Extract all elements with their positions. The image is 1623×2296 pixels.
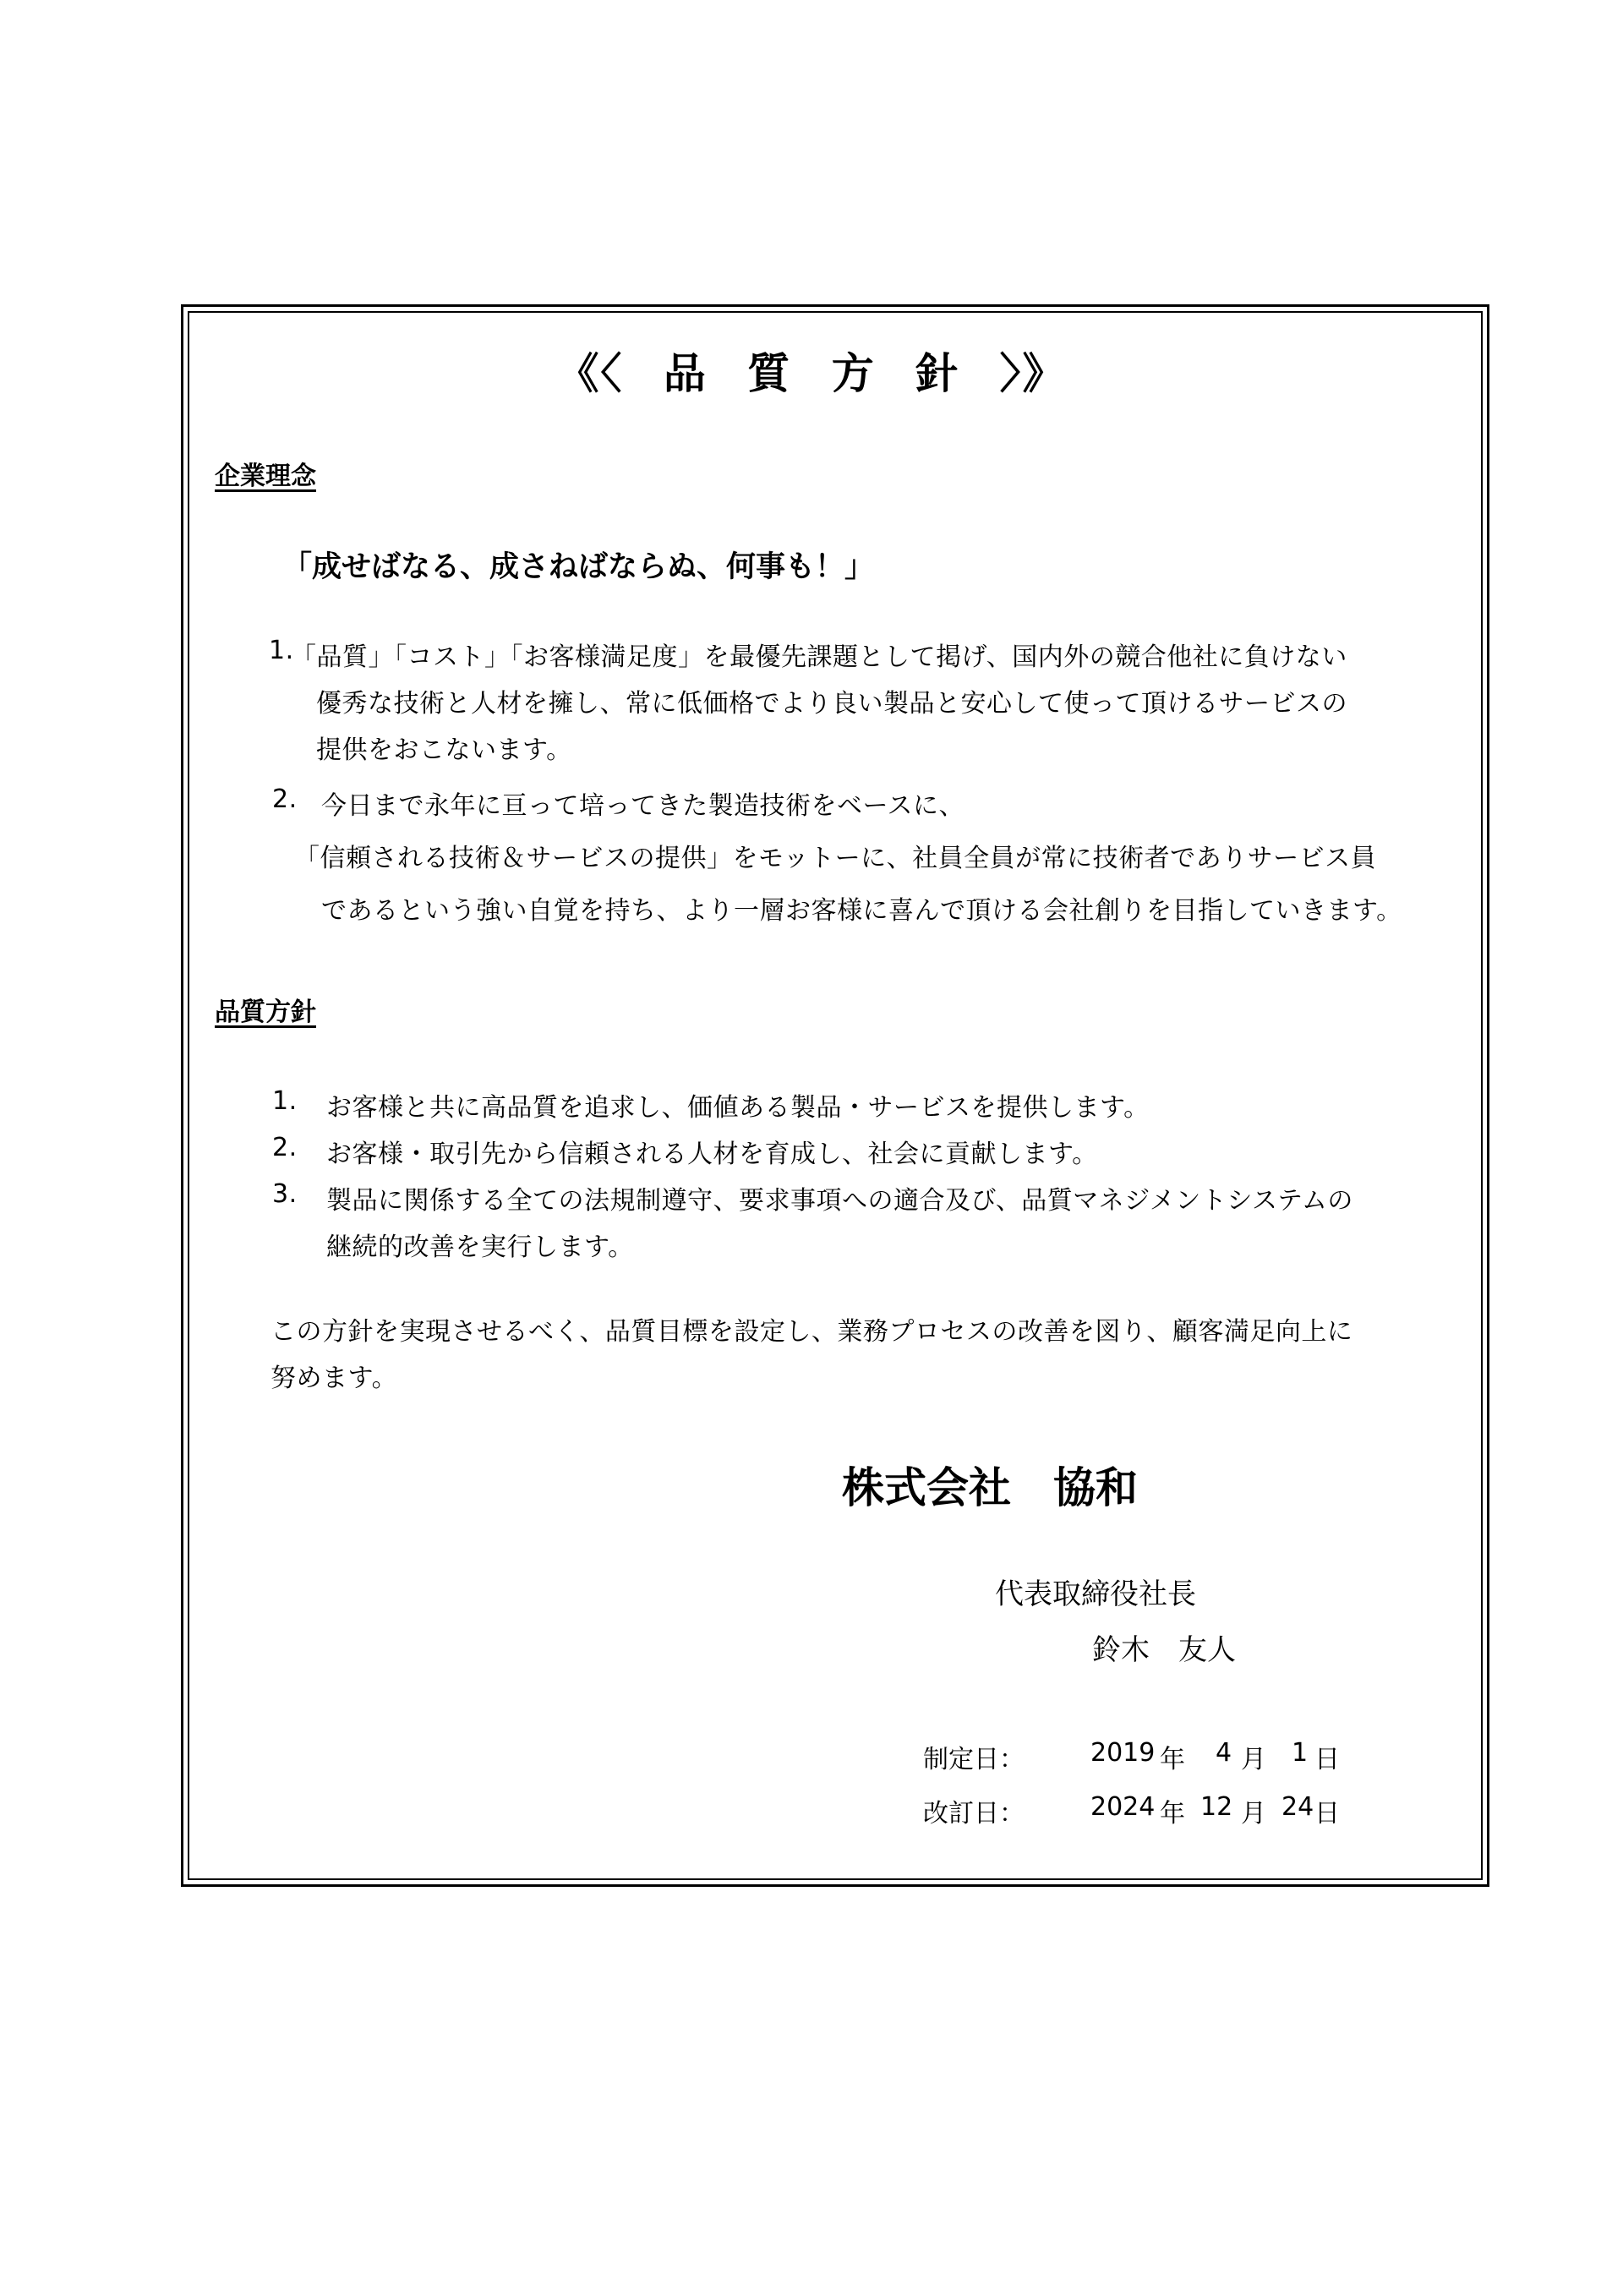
quality-policy-heading: 品質方針 <box>215 998 316 1027</box>
representative-name: 鈴木 友人 <box>1092 1633 1236 1667</box>
revised-date-year-unit: 年 <box>1160 1799 1185 1829</box>
title-char-2: 質 <box>747 349 792 398</box>
established-date-month: 4 <box>1216 1738 1232 1768</box>
revised-date-month-unit: 月 <box>1241 1799 1266 1829</box>
quality-item-3-line-1: 製品に関係する全ての法規制遵守、要求事項への適合及び、品質マネジメントシステムの <box>326 1186 1353 1216</box>
revised-date-label: 改訂日： <box>923 1799 1025 1829</box>
revised-date-year: 2024 <box>1090 1792 1156 1822</box>
philosophy-item-2-line-3: であるという強い自覚を持ち、より一層お客様に喜んで頂ける会社創りを目指していきます。 <box>321 896 1402 926</box>
quality-item-1-line-1: お客様と共に高品質を追求し、価値ある製品・サービスを提供します。 <box>326 1093 1150 1123</box>
established-date-label: 制定日： <box>923 1745 1025 1774</box>
established-date-day-unit: 日 <box>1314 1745 1340 1774</box>
representative-role: 代表取締役社長 <box>995 1577 1196 1611</box>
philosophy-heading: 企業理念 <box>215 462 316 491</box>
philosophy-item-2-line-1: 今日まで永年に亘って培ってきた製造技術をベースに、 <box>321 791 965 821</box>
philosophy-item-1-line-1: 「品質」「コスト」「お客様満足度」を最優先課題として掲げ、国内外の競合他社に負けない <box>291 642 1347 672</box>
philosophy-item-1-line-2: 優秀な技術と人材を擁し、常に低価格でより良い製品と安心して使って頂けるサービスの <box>316 689 1347 719</box>
revised-date-month: 12 <box>1200 1792 1233 1822</box>
revised-date-day-unit: 日 <box>1314 1799 1340 1829</box>
title-close-brackets: 〉》 <box>999 349 1067 398</box>
philosophy-item-2-line-2: 「信頼される技術＆サービスの提供」をモットーに、社員全員が常に技術者でありサービス員 <box>294 844 1377 873</box>
established-date-day: 1 <box>1292 1738 1309 1768</box>
quality-closing-line-1: この方針を実現させるべく、品質目標を設定し、業務プロセスの改善を図り、顧客満足向上に <box>270 1317 1353 1347</box>
title-char-3: 方 <box>831 349 876 398</box>
quality-item-3-line-2: 継続的改善を実行します。 <box>326 1233 634 1262</box>
title-char-1: 品 <box>663 349 708 398</box>
page-title <box>0 340 1623 401</box>
established-date-year: 2019 <box>1090 1738 1156 1768</box>
philosophy-motto: 「成せばなる、成さねばならぬ、何事も！」 <box>282 550 875 584</box>
quality-item-2-line-1: お客様・取引先から信頼される人材を育成し、社会に貢献します。 <box>326 1140 1098 1169</box>
quality-item-1-number: 1. <box>272 1086 298 1116</box>
company-name: 株式会社 協和 <box>842 1463 1138 1512</box>
philosophy-item-1-number: 1. <box>269 636 294 665</box>
title-open-brackets: 《〈 <box>556 349 624 398</box>
philosophy-item-2-number: 2. <box>272 784 298 814</box>
established-date-year-unit: 年 <box>1160 1745 1185 1774</box>
quality-closing-line-2: 努めます。 <box>270 1364 398 1393</box>
title-char-4: 針 <box>915 349 960 398</box>
philosophy-item-1-line-3: 提供をおこないます。 <box>316 735 572 765</box>
quality-item-3-number: 3. <box>272 1179 298 1209</box>
established-date-month-unit: 月 <box>1241 1745 1266 1774</box>
revised-date-day: 24 <box>1281 1792 1314 1822</box>
quality-item-2-number: 2. <box>272 1133 298 1162</box>
